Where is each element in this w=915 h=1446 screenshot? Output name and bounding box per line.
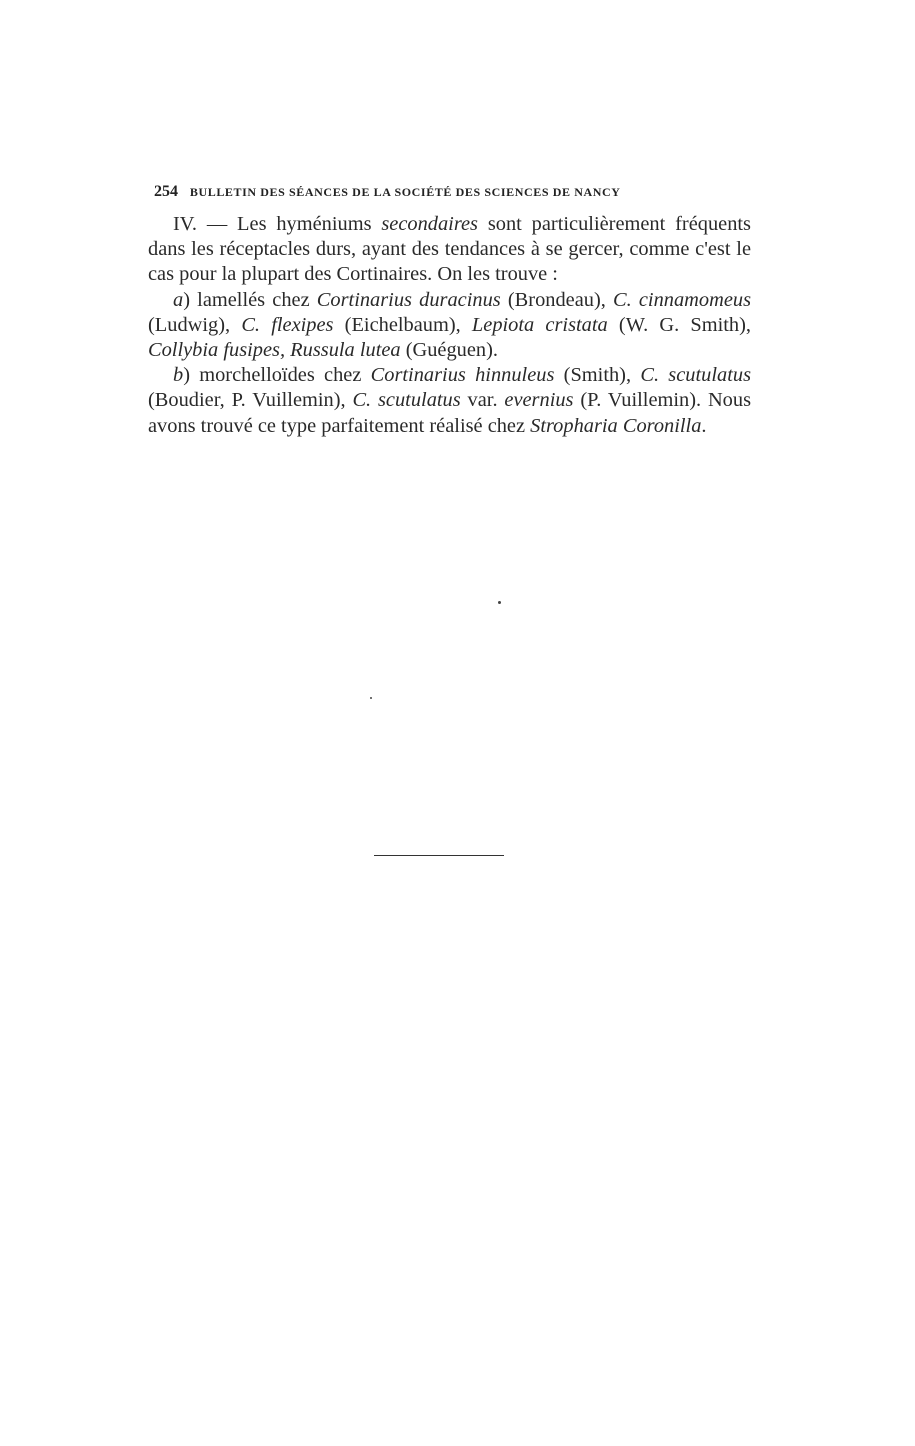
species-name: evernius xyxy=(504,389,574,412)
species-name: Cortinarius duracinus xyxy=(316,288,501,311)
running-head xyxy=(154,183,754,201)
running-title: BULLETIN DES SÉANCES DE LA SOCIÉTÉ DES SCIENCES DE NANCY xyxy=(189,185,621,199)
text-span: ) morchelloïdes chez xyxy=(183,364,371,387)
page-number: 254 xyxy=(154,183,178,200)
species-name: Collybia fusipes, Russula lutea xyxy=(148,339,401,362)
species-name: C. scutulatus xyxy=(352,389,461,412)
print-speck xyxy=(370,697,372,699)
paragraph-a xyxy=(148,288,751,364)
text-span: sont particulièrement fréquents dans les réceptacles durs, ayant des tendances à se gercer, comme c'est le cas pour la plupart des Cortinaires. On les trouve : xyxy=(148,213,751,286)
text-span: (Brondeau), xyxy=(500,288,614,311)
paragraph-iv xyxy=(148,212,751,288)
species-name: C. scutulatus xyxy=(640,364,752,387)
text-span: var. xyxy=(460,389,505,412)
text-span: (Boudier, P. Vuillemin), xyxy=(148,389,353,412)
text-span: (Eichelbaum), xyxy=(333,313,472,336)
body-text xyxy=(148,212,751,439)
text-span: ) lamellés chez xyxy=(183,288,317,311)
list-marker: a xyxy=(173,288,184,311)
text-span: . xyxy=(701,414,707,437)
section-end-rule xyxy=(374,855,504,856)
paragraph-b xyxy=(148,363,751,439)
species-name: Stropharia Coronilla xyxy=(530,414,702,437)
text-span: (Ludwig), xyxy=(148,313,242,336)
text-span: (P. Vuillemin). Nous avons trouvé ce type parfaitement réalisé chez xyxy=(148,389,752,437)
text-span: IV. — Les hyméniums xyxy=(173,213,382,235)
species-name: C. cinnamomeus xyxy=(613,288,752,311)
italic-term: secondaires xyxy=(381,213,478,235)
species-name: C. flexipes xyxy=(241,313,334,336)
species-name: Lepiota cristata xyxy=(471,313,608,336)
text-span: (W. G. Smith), xyxy=(607,313,751,336)
text-span: (Smith), xyxy=(554,364,641,387)
print-speck xyxy=(498,601,501,604)
species-name: Cortinarius hinnuleus xyxy=(370,364,555,387)
list-marker: b xyxy=(173,364,184,387)
text-span: (Guéguen). xyxy=(400,339,499,362)
